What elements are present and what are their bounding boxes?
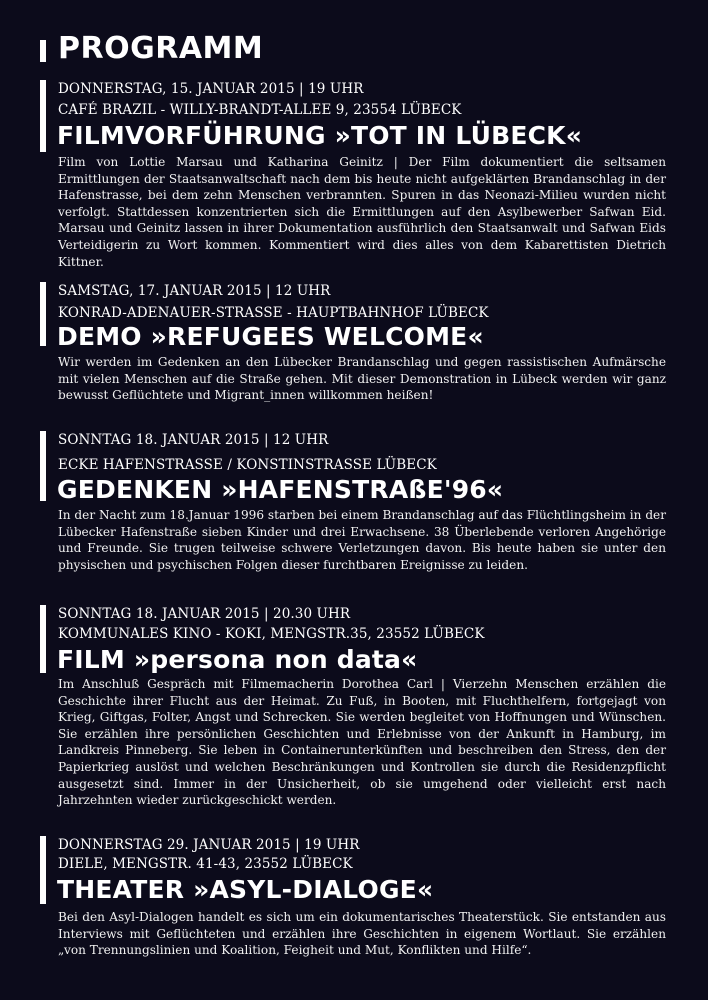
- event-location: ECKE HAFENSTRASSE / KONSTINSTRASSE LÜBECK: [58, 457, 437, 473]
- event-description: Im Anschluß Gespräch mit Filmemacherin Dorothea Carl | Vierzehn Menschen erzählen die Geschichte ihrer Flucht aus der Heimat. Zu Fuß, in Booten, mit Fluchthelfern, fortgejagt von Krieg, Giftgas, Folter, Angst und Schrecken. Sie werden begleitet von Hoffnungen und Wünschen. Sie erzählen ihre persönlichen Geschichten und Erlebnisse von der Ankunft in Hamburg, im Landkreis Pinneberg. Sie leben in Containerunterkünften und beschreiben den Stress, den der Papierkrieg auslöst und welchen Beschränkungen und Kontrollen sie durch die Residenzpflicht ausgesetzt sind. Immer in der Unsicherheit, ob sie umgehend oder vielleicht erst nach Jahrzehnten wieder zurückgeschickt werden.: [58, 677, 666, 808]
- event-accent-bar: [40, 605, 46, 673]
- event-description: In der Nacht zum 18.Januar 1996 starben bei einem Brandanschlag auf das Flüchtlingsheim in der Lübecker Hafenstraße sieben Kinder und drei Erwachsene. 38 Überlebende verloren Angehörige und Freunde. Sie trugen teilweise schwere Verletzungen davon. Bis heute haben sie unter den physischen und psychischen Folgen dieser furchtbaren Ereignisse zu leiden.: [58, 508, 666, 572]
- event-headline: THEATER »ASYL-DIALOGE«: [57, 875, 434, 904]
- event-accent-bar: [40, 836, 46, 904]
- event-location: CAFÉ BRAZIL - WILLY-BRANDT-ALLEE 9, 23554 LÜBECK: [58, 102, 462, 118]
- event-headline: FILMVORFÜHRUNG »TOT IN LÜBECK«: [57, 121, 583, 150]
- event-location: KONRAD-ADENAUER-STRASSE - HAUPTBAHNHOF LÜBECK: [58, 305, 489, 321]
- event-headline: DEMO »REFUGEES WELCOME«: [57, 322, 484, 351]
- event-date: SONNTAG 18. JANUAR 2015 | 12 UHR: [58, 432, 329, 448]
- event-location: DIELE, MENGSTR. 41-43, 23552 LÜBECK: [58, 856, 353, 872]
- event-date: SAMSTAG, 17. JANUAR 2015 | 12 UHR: [58, 283, 331, 299]
- event-description: Wir werden im Gedenken an den Lübecker Brandanschlag und gegen rassistischen Aufmärsche mit vielen Menschen auf die Straße gehen. Mit dieser Demonstration in Lübeck werden wir ganz bewusst Geflüchtete und Migrant_innen willkommen heißen!: [58, 355, 666, 403]
- page-title: PROGRAMM: [58, 31, 264, 66]
- event-date: SONNTAG 18. JANUAR 2015 | 20.30 UHR: [58, 606, 351, 622]
- event-headline: GEDENKEN »HAFENSTRAßE'96«: [57, 475, 504, 504]
- event-date: DONNERSTAG, 15. JANUAR 2015 | 19 UHR: [58, 81, 364, 97]
- event-description: Bei den Asyl-Dialogen handelt es sich um ein dokumentarisches Theaterstück. Sie entstanden aus Interviews mit Geflüchteten und erzählen ihre Geschichten in eigenem Wortlaut. Sie erzählen „von Trennungslinien und Koalition, Feigheit und Mut, Konflikten und Hilfe“.: [58, 910, 666, 958]
- event-accent-bar: [40, 431, 46, 501]
- title-accent-bar: [40, 40, 46, 62]
- event-date: DONNERSTAG 29. JANUAR 2015 | 19 UHR: [58, 837, 360, 853]
- event-accent-bar: [40, 80, 46, 152]
- event-description: Film von Lottie Marsau und Katharina Geinitz | Der Film dokumentiert die seltsamen Ermittlungen der Staatsanwaltschaft nach dem bis heute nicht aufgeklärten Brandanschlag in der Hafenstrasse, bei dem zehn Menschen verbrannten. Spuren in das Neonazi-Milieu wurden nicht verfolgt. Stattdessen konzentrierten sich die Ermittlungen auf den Asylbewerber Safwan Eid. Marsau und Geinitz lassen in ihrer Dokumentation ausführlich den Staatsanwalt und Safwan Eids Verteidigerin zu Wort kommen. Kommentiert wird dies alles von dem Kabarettisten Dietrich Kittner.: [58, 155, 666, 269]
- event-accent-bar: [40, 282, 46, 346]
- event-location: KOMMUNALES KINO - KOKI, MENGSTR.35, 23552 LÜBECK: [58, 626, 485, 642]
- event-headline: FILM »persona non data«: [57, 645, 418, 674]
